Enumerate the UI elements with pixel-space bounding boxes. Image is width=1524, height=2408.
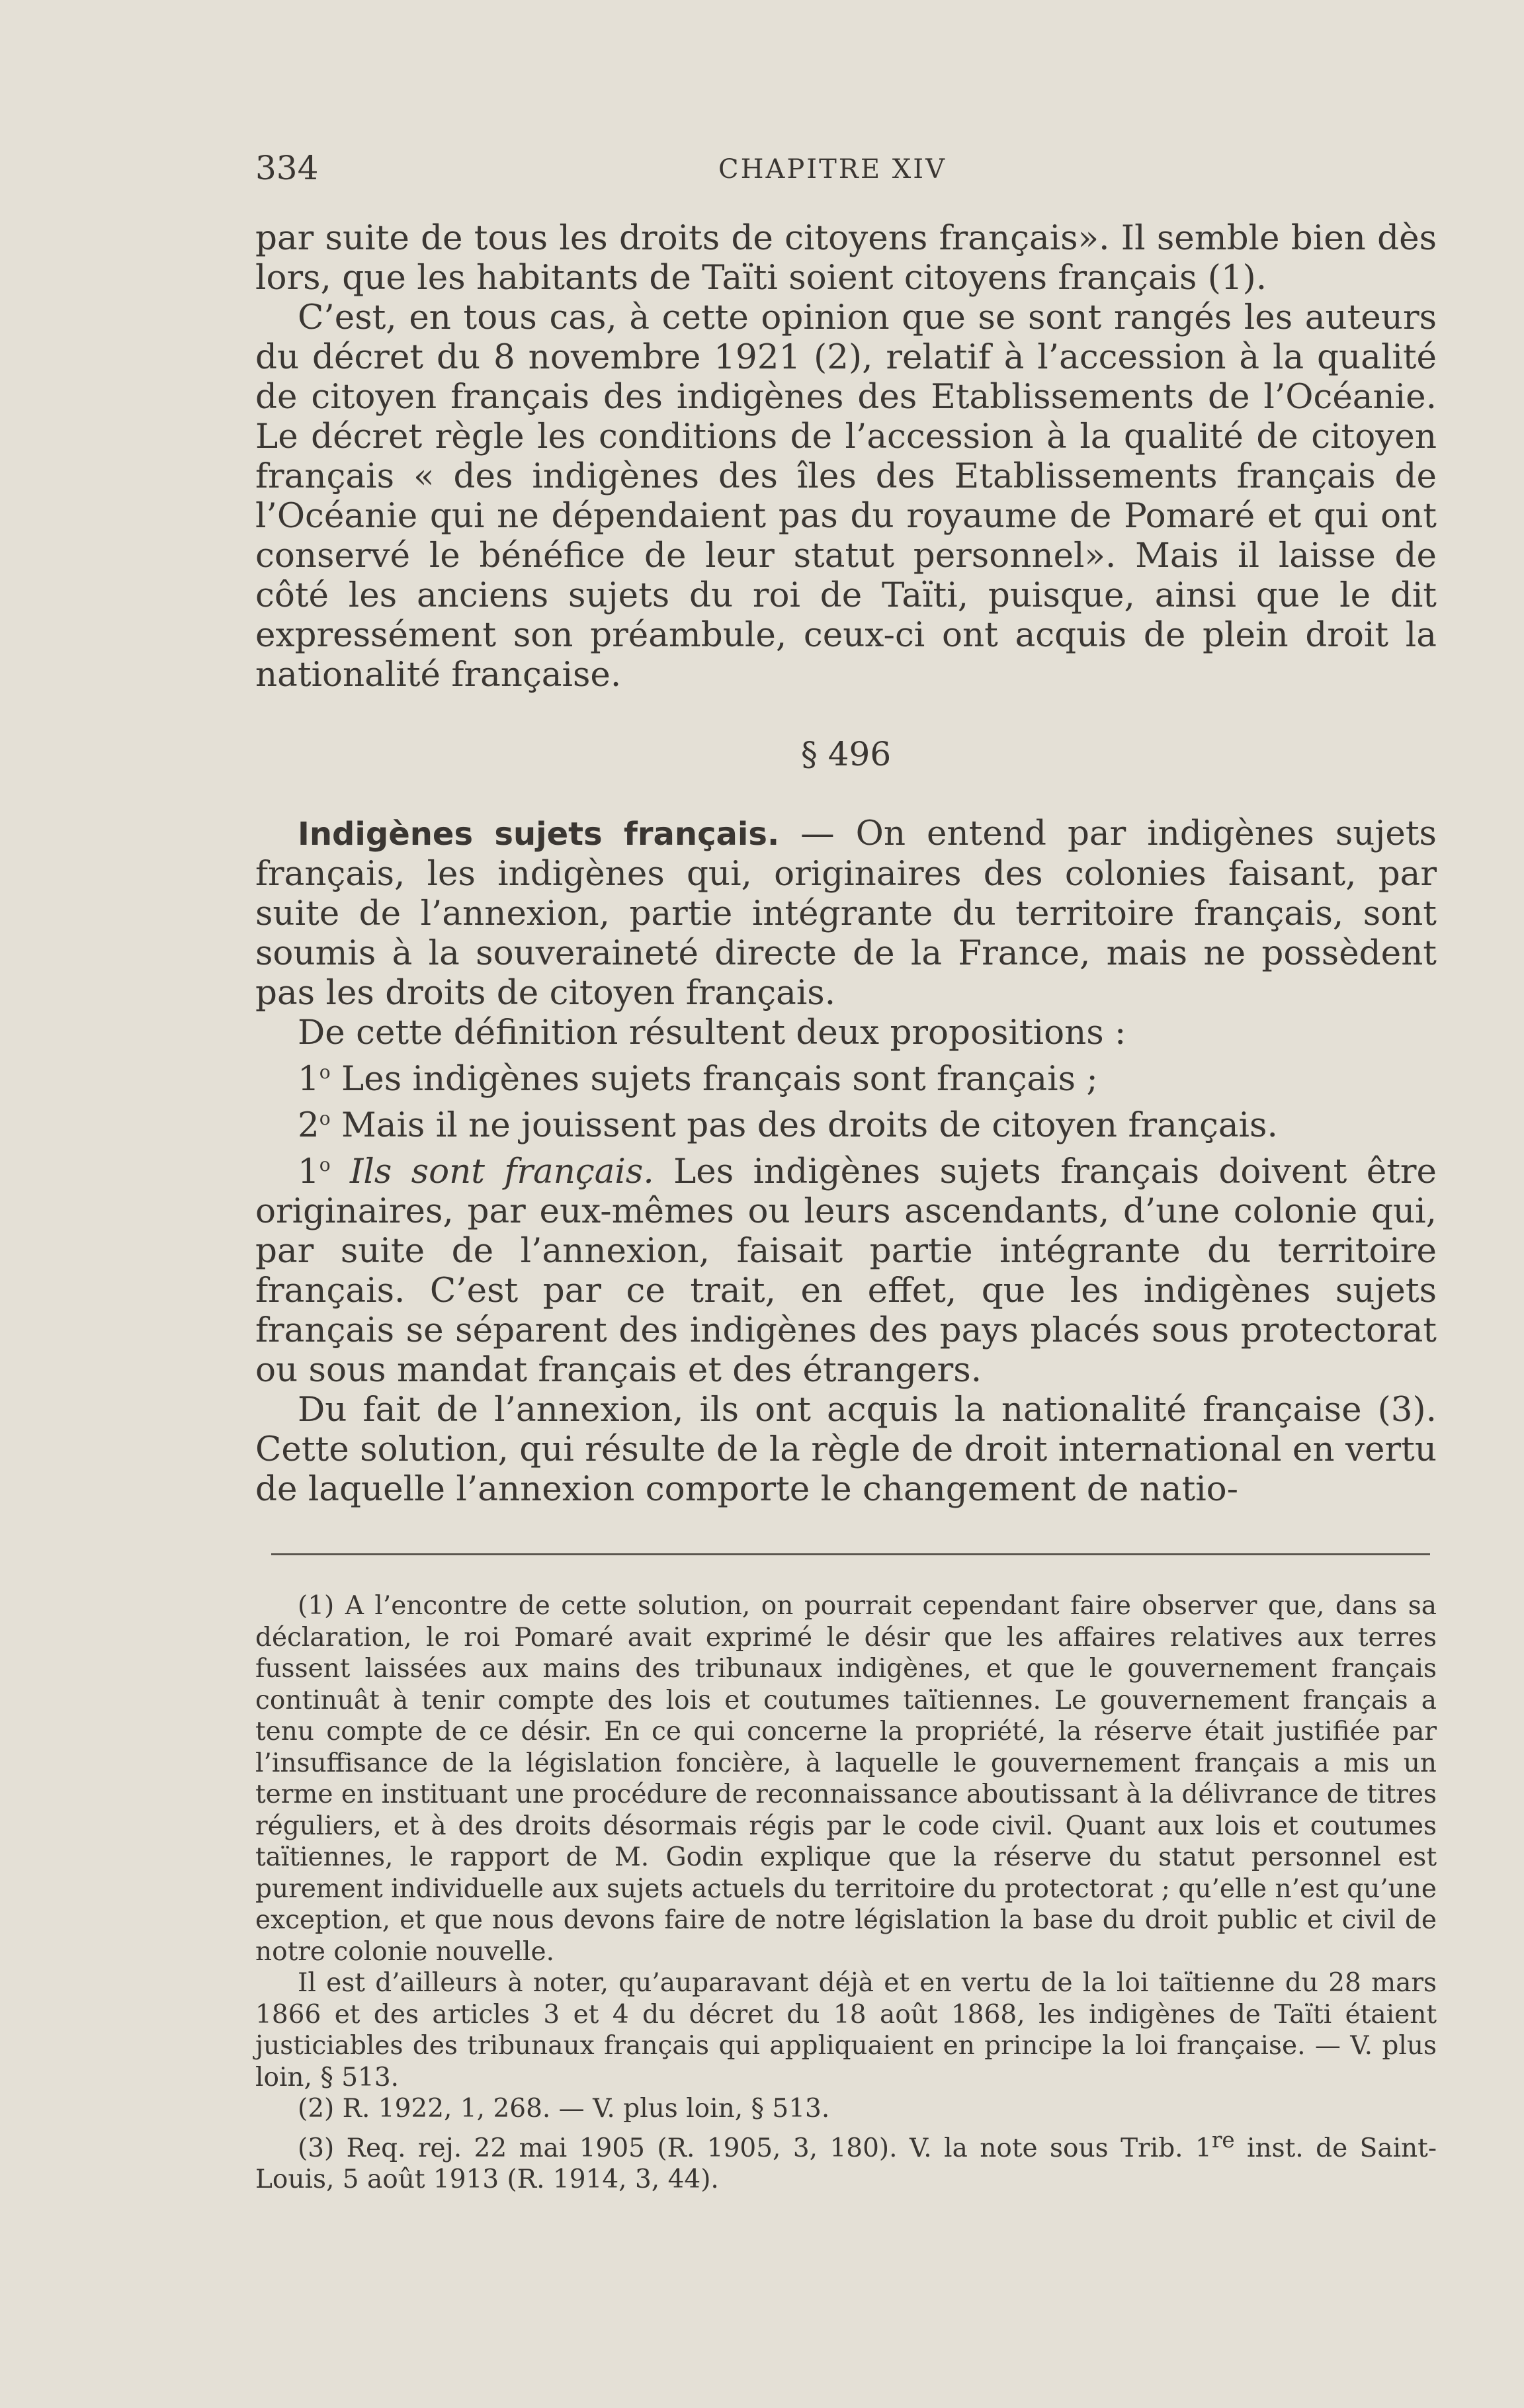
paragraph: par suite de tous les droits de citoyens français». Il semble bien dès lors, que les habitants de Taïti soient citoyens français (1). (255, 218, 1437, 298)
footnotes (255, 1590, 1437, 2196)
paragraph: De cette définition résultent deux propositions : (298, 1013, 1126, 1053)
body-text (255, 218, 1437, 1509)
italic-lead-in: Ils sont français. (350, 1152, 654, 1192)
footnote-separator (271, 1553, 1430, 1555)
list-item (255, 1099, 1437, 1145)
list-item (255, 1053, 1437, 1099)
section-heading: § 496 (800, 735, 892, 773)
paragraph-text: — On entend par indigènes sujets français, les indigènes qui, originaires des colonies faisant, par suite de l’annexion, partie intégrante du territoire français, sont soumis à la souveraineté directe de la France, mais ne possèdent pas les droits de citoyen français. (255, 814, 1437, 1013)
footnote-2: (2) R. 1922, 1, 268. — V. plus loin, § 513. (298, 2094, 830, 2124)
paragraph: C’est, en tous cas, à cette opinion que se sont rangés les auteurs du décret du 8 novembre 1921 (2), relatif à l’accession à la qualité de citoyen français des indigènes des Etablissements de l’Océanie. Le décret règle les conditions de l’accession à la qualité de citoyen français « des indigènes des îles des Etablissements français de l’Océanie qui ne dépendaient pas du royaume de Pomaré et qui ont conservé le bénéfice de leur statut personnel». Mais il laisse de côté les anciens sujets du roi de Taïti, puisque, ainsi que le dit expressément son préambule, ceux-ci ont acquis de plein droit la nationalité française. (255, 298, 1437, 695)
paragraph: Du fait de l’annexion, ils ont acquis la nationalité française (3). Cette solution, qui résulte de la règle de droit international en vertu de laquelle l’annexion comporte le changement de natio- (255, 1390, 1437, 1510)
paragraph (255, 1145, 1437, 1390)
footnote-1: (1) A l’encontre de cette solution, on pourrait cependant faire observer que, dans sa déclaration, le roi Pomaré avait exprimé le désir que les affaires relatives aux terres fussent laissées aux mains des tribunaux indigènes, et que le gouvernement français continuât à tenir compte des lois et coutumes taïtiennes. Le gouvernement français a tenu compte de ce désir. En ce qui concerne la propriété, la réserve était justifiée par l’insuffisance de la législation foncière, à laquelle le gouvernement français a mis un terme en instituant une procédure de reconnaissance aboutissant à la délivrance de titres réguliers, et à des droits désormais régis par le code civil. Quant aux lois et coutumes taïtiennes, le rapport de M. Godin explique que la réserve du statut personnel est purement individuelle aux sujets actuels du territoire du protectorat ; qu’elle n’est qu’une exception, et que nous devons faire de notre législation la base du droit public et civil de notre colonie nouvelle. (255, 1591, 1437, 1967)
page-number: 334 (255, 149, 319, 187)
item-text: Mais il ne jouissent pas des droits de citoyen français. (341, 1105, 1278, 1146)
paragraph (255, 814, 1437, 1013)
footnote-3: (3) Req. rej. 22 mai 1905 (R. 1905, 3, 180). V. la note sous Trib. 1re inst. de Saint-Louis, 5 août 1913 (R. 1914, 3, 44). (255, 2127, 1437, 2194)
running-head: CHAPITRE XIV (718, 154, 947, 185)
item-number: 1$^o$ (298, 1152, 331, 1192)
item-text: Les indigènes sujets français sont français ; (341, 1059, 1098, 1099)
footnote-1-continued: Il est d’ailleurs à noter, qu’auparavant déjà et en vertu de la loi taïtienne du 28 mars 1866 et des articles 3 et 4 du décret du 18 août 1868, les indigènes de Taïti étaient justiciables des tribunaux français qui appliquaient en principe la loi française. — V. plus loin, § 513. (255, 1968, 1437, 2092)
paragraph-lead-in: Indigènes sujets français. (298, 816, 780, 853)
paragraph-text: Les indigènes sujets français doivent être originaires, par eux-mêmes ou leurs ascendants, d’une colonie qui, par suite de l’annexion, faisait partie intégrante du territoire français. C’est par ce trait, en effet, que les indigènes sujets français se séparent des indigènes des pays placés sous protectorat ou sous mandat français et des étrangers. (255, 1152, 1437, 1391)
item-number: 1$^o$ (298, 1059, 331, 1099)
page-header (255, 149, 1437, 195)
item-number: 2$^o$ (298, 1105, 331, 1146)
